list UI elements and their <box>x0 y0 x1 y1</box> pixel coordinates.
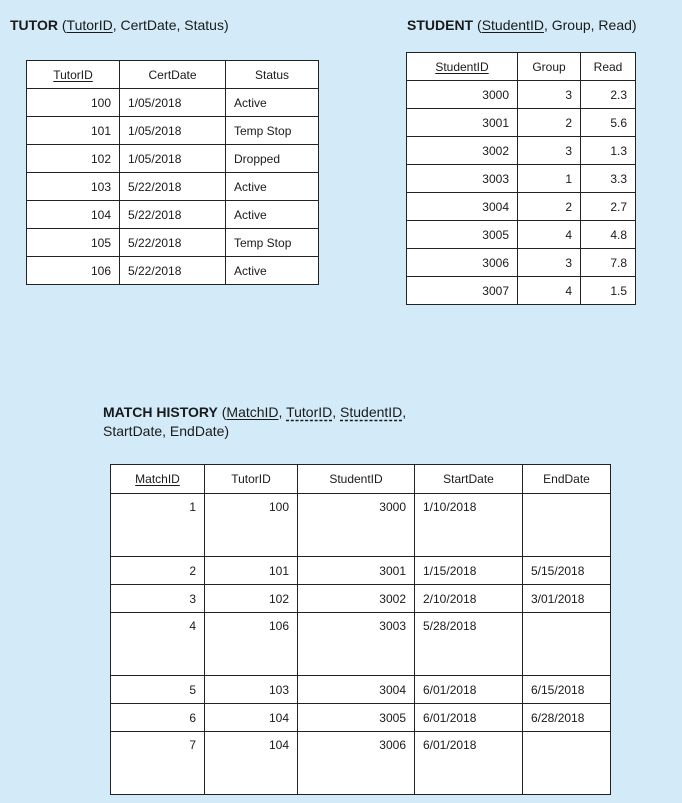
table-cell: 104 <box>27 201 120 229</box>
match-heading-open: ( <box>221 404 227 420</box>
table-row <box>407 137 636 165</box>
table-cell: 101 <box>205 557 298 585</box>
table-cell: 6/28/2018 <box>523 704 611 732</box>
table-row <box>407 109 636 137</box>
student-col-studentid: StudentID <box>407 53 518 81</box>
table-row <box>27 173 319 201</box>
table-cell: Active <box>226 173 319 201</box>
table-cell: 3000 <box>407 81 518 109</box>
table-cell: 4.8 <box>581 221 636 249</box>
table-cell: 3002 <box>298 585 415 613</box>
tutor-heading-attributes: , CertDate, Status) <box>112 17 229 33</box>
match-history-table <box>110 464 611 795</box>
table-cell: 3000 <box>298 494 415 557</box>
table-cell: 103 <box>205 676 298 704</box>
student-heading-attributes: , Group, Read) <box>543 17 637 33</box>
table-cell: 3004 <box>298 676 415 704</box>
table-cell: 1 <box>518 165 581 193</box>
table-cell: 2 <box>518 193 581 221</box>
match-col-enddate: EndDate <box>523 465 611 494</box>
table-cell: 102 <box>205 585 298 613</box>
table-row <box>27 89 319 117</box>
student-schema-heading <box>407 16 637 35</box>
table-cell: 1/05/2018 <box>120 117 226 145</box>
table-cell: 6/01/2018 <box>415 732 523 795</box>
table-cell <box>523 732 611 795</box>
student-header-row <box>407 53 636 81</box>
table-cell: 2/10/2018 <box>415 585 523 613</box>
match-relation-name: MATCH HISTORY <box>103 404 218 420</box>
match-heading-line1 <box>103 403 406 422</box>
table-row <box>27 229 319 257</box>
table-cell: 3/01/2018 <box>523 585 611 613</box>
table-cell: 103 <box>27 173 120 201</box>
table-cell: 104 <box>205 732 298 795</box>
table-cell: 100 <box>205 494 298 557</box>
student-heading-open: ( <box>477 17 482 33</box>
table-cell: 2 <box>111 557 205 585</box>
match-col-tutorid: TutorID <box>205 465 298 494</box>
table-cell: Active <box>226 89 319 117</box>
student-col-read: Read <box>581 53 636 81</box>
table-cell: 5/22/2018 <box>120 229 226 257</box>
tutor-heading-open: ( <box>61 17 67 33</box>
tutor-header-row <box>27 61 319 89</box>
match-col-startdate: StartDate <box>415 465 523 494</box>
table-row <box>407 277 636 305</box>
table-cell: 4 <box>518 221 581 249</box>
table-cell: 3 <box>518 137 581 165</box>
match-header-row <box>111 465 611 494</box>
table-cell: 1 <box>111 494 205 557</box>
tutor-col-tutorid: TutorID <box>27 61 120 89</box>
table-row <box>407 81 636 109</box>
table-cell: 1.5 <box>581 277 636 305</box>
table-cell: 3001 <box>298 557 415 585</box>
table-cell: Active <box>226 201 319 229</box>
match-heading-sep2: , <box>332 404 341 420</box>
table-row <box>111 557 611 585</box>
table-cell: 6 <box>111 704 205 732</box>
match-heading-sep3: , <box>402 404 407 420</box>
table-cell: 3004 <box>407 193 518 221</box>
table-cell: 3 <box>518 249 581 277</box>
table-cell <box>523 494 611 557</box>
table-cell: 1/05/2018 <box>120 145 226 173</box>
table-row <box>111 613 611 676</box>
table-row <box>111 732 611 795</box>
table-cell: 3003 <box>298 613 415 676</box>
table-cell: 3002 <box>407 137 518 165</box>
tutor-table <box>26 60 319 285</box>
table-cell: Dropped <box>226 145 319 173</box>
table-row <box>111 585 611 613</box>
student-col-group: Group <box>518 53 581 81</box>
match-schema-heading <box>103 403 406 441</box>
table-row <box>407 193 636 221</box>
table-cell: 1/05/2018 <box>120 89 226 117</box>
table-cell: 5/15/2018 <box>523 557 611 585</box>
student-primary-key: StudentID <box>481 17 544 33</box>
table-cell: 3 <box>111 585 205 613</box>
table-row <box>407 165 636 193</box>
table-cell: Active <box>226 257 319 285</box>
table-row <box>27 117 319 145</box>
table-cell: 6/15/2018 <box>523 676 611 704</box>
table-cell: 4 <box>111 613 205 676</box>
table-cell: 7.8 <box>581 249 636 277</box>
table-cell: 5/22/2018 <box>120 257 226 285</box>
table-cell: 3 <box>518 81 581 109</box>
table-cell <box>523 613 611 676</box>
tutor-schema-heading <box>10 16 229 35</box>
match-heading-line2: StartDate, EndDate) <box>103 423 230 439</box>
table-cell: 104 <box>205 704 298 732</box>
table-cell: 3006 <box>298 732 415 795</box>
table-cell: 1/15/2018 <box>415 557 523 585</box>
table-cell: 5 <box>111 676 205 704</box>
tutor-col-certdate: CertDate <box>120 61 226 89</box>
match-foreign-key-tutorid: TutorID <box>286 404 333 420</box>
table-cell: 3.3 <box>581 165 636 193</box>
table-row <box>407 249 636 277</box>
table-cell: 1/10/2018 <box>415 494 523 557</box>
table-cell: 2.3 <box>581 81 636 109</box>
table-cell: 6/01/2018 <box>415 676 523 704</box>
match-heading-sep1: , <box>278 404 287 420</box>
table-cell: 3001 <box>407 109 518 137</box>
table-cell: 7 <box>111 732 205 795</box>
table-cell: 2 <box>518 109 581 137</box>
tutor-primary-key: TutorID <box>66 17 113 33</box>
table-cell: 3006 <box>407 249 518 277</box>
table-cell: 102 <box>27 145 120 173</box>
table-row <box>111 676 611 704</box>
table-cell: Temp Stop <box>226 117 319 145</box>
match-col-studentid: StudentID <box>298 465 415 494</box>
student-relation-name: STUDENT <box>407 17 474 33</box>
table-row <box>27 201 319 229</box>
table-cell: 106 <box>27 257 120 285</box>
tutor-col-status: Status <box>226 61 319 89</box>
table-cell: 5/22/2018 <box>120 173 226 201</box>
table-cell: 105 <box>27 229 120 257</box>
match-col-matchid: MatchID <box>111 465 205 494</box>
table-cell: 5.6 <box>581 109 636 137</box>
table-cell: 100 <box>27 89 120 117</box>
table-cell: Temp Stop <box>226 229 319 257</box>
student-table <box>406 52 636 305</box>
table-row <box>407 221 636 249</box>
table-cell: 4 <box>518 277 581 305</box>
tutor-relation-name: TUTOR <box>10 17 58 33</box>
table-cell: 5/28/2018 <box>415 613 523 676</box>
table-row <box>111 704 611 732</box>
table-cell: 101 <box>27 117 120 145</box>
match-foreign-key-studentid: StudentID <box>340 404 403 420</box>
table-cell: 3005 <box>298 704 415 732</box>
table-row <box>111 494 611 557</box>
table-row <box>27 257 319 285</box>
table-row <box>27 145 319 173</box>
table-cell: 6/01/2018 <box>415 704 523 732</box>
table-cell: 5/22/2018 <box>120 201 226 229</box>
table-cell: 106 <box>205 613 298 676</box>
match-primary-key: MatchID <box>226 404 279 420</box>
table-cell: 2.7 <box>581 193 636 221</box>
table-cell: 3005 <box>407 221 518 249</box>
table-cell: 3003 <box>407 165 518 193</box>
table-cell: 1.3 <box>581 137 636 165</box>
table-cell: 3007 <box>407 277 518 305</box>
